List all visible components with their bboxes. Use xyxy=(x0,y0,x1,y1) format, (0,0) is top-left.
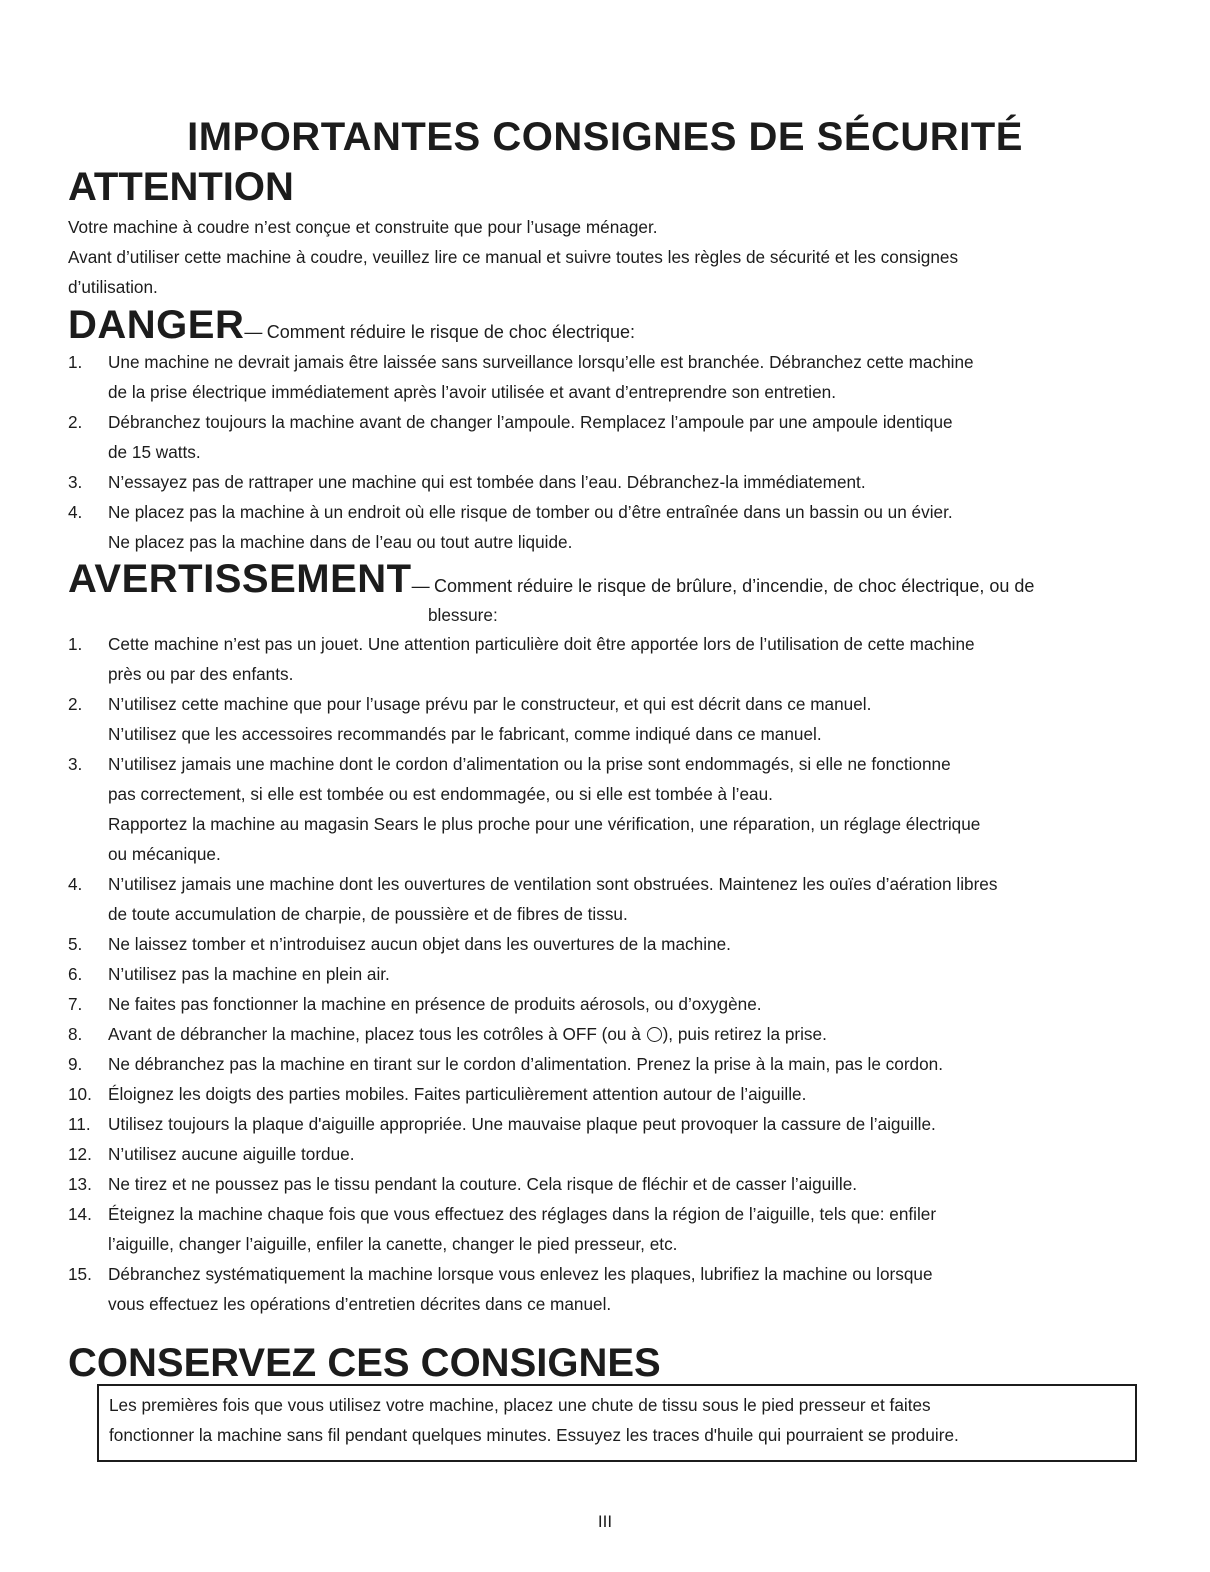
item-number: 12. xyxy=(68,1144,92,1164)
list-item xyxy=(68,1139,1148,1169)
item-number: 8. xyxy=(68,1024,83,1044)
warning-heading: AVERTISSEMENT xyxy=(68,557,412,601)
item-text: pas correctement, si elle est tombée ou est endommagée, ou si elle est tombée à l’eau. xyxy=(108,784,773,804)
danger-list xyxy=(68,347,1148,557)
list-item xyxy=(68,407,1148,467)
item-text: Ne débranchez pas la machine en tirant sur le cordon d’alimentation. Prenez la prise à la main, pas le cordon. xyxy=(108,1054,944,1074)
page-number: III xyxy=(597,1512,613,1531)
list-item xyxy=(68,1079,1148,1109)
list-item xyxy=(68,869,1148,929)
list-item xyxy=(68,1169,1148,1199)
list-item xyxy=(68,959,1148,989)
item-text: N’utilisez jamais une machine dont les ouvertures de ventilation sont obstruées. Maintenez les ouïes d’aération libres xyxy=(108,874,998,894)
item-text: Cette machine n’est pas un jouet. Une attention particulière doit être apportée lors de l’utilisation de cette machine xyxy=(108,634,975,654)
list-item xyxy=(68,1019,1148,1049)
item-text xyxy=(108,1019,1148,1049)
item-text: près ou par des enfants. xyxy=(108,664,294,684)
list-item xyxy=(68,749,1148,869)
danger-dash: — xyxy=(244,322,263,342)
save-heading: CONSERVEZ CES CONSIGNES xyxy=(68,1341,661,1385)
notice-box xyxy=(97,1384,1137,1462)
item-text: Éteignez la machine chaque fois que vous effectuez des réglages dans la région de l’aiguille, tels que: enfiler xyxy=(108,1204,937,1224)
item-text: de 15 watts. xyxy=(108,442,201,462)
warning-dash: — xyxy=(411,576,430,596)
item-text: Débranchez systématiquement la machine lorsque vous enlevez les plaques, lubrifiez la machine ou lorsque xyxy=(108,1264,933,1284)
notice-line-1: Les premières fois que vous utilisez votre machine, placez une chute de tissu sous le pied presseur et faites xyxy=(109,1395,931,1415)
list-item xyxy=(68,467,1148,497)
item-number: 11. xyxy=(68,1114,91,1134)
item-text: Rapportez la machine au magasin Sears le plus proche pour une vérification, une réparation, un réglage électrique xyxy=(108,814,981,834)
danger-subtitle: Comment réduire le risque de choc électrique: xyxy=(266,322,635,342)
warning-list xyxy=(68,629,1148,1319)
item-number: 1. xyxy=(68,352,83,372)
list-item xyxy=(68,1199,1148,1259)
item-number: 3. xyxy=(68,472,83,492)
list-item xyxy=(68,497,1148,557)
item-text: l’aiguille, changer l’aiguille, enfiler la canette, changer le pied presseur, etc. xyxy=(108,1234,678,1254)
item-number: 5. xyxy=(68,934,83,954)
item-text: N’utilisez aucune aiguille tordue. xyxy=(108,1144,355,1164)
list-item xyxy=(68,1109,1148,1139)
notice-line-2: fonctionner la machine sans fil pendant quelques minutes. Essuyez les traces d'huile qui pourraient se produire. xyxy=(109,1425,959,1445)
item-text: Ne faites pas fonctionner la machine en présence de produits aérosols, ou d’oxygène. xyxy=(108,994,762,1014)
item-text: Éloignez les doigts des parties mobiles. Faites particulièrement attention autour de l’aiguille. xyxy=(108,1084,807,1104)
warning-subtitle: Comment réduire le risque de brûlure, d’incendie, de choc électrique, ou de xyxy=(434,576,1035,596)
item-text: vous effectuez les opérations d’entretien décrites dans ce manuel. xyxy=(108,1294,612,1314)
list-item xyxy=(68,1049,1148,1079)
item-text: N’utilisez jamais une machine dont le cordon d’alimentation ou la prise sont endommagés, si elle ne fonctionne xyxy=(108,754,951,774)
item-number: 2. xyxy=(68,412,83,432)
off-circle-icon xyxy=(647,1027,662,1042)
item-text: de la prise électrique immédiatement après l’avoir utilisée et avant d’entreprendre son entretien. xyxy=(108,382,837,402)
item-text: Débranchez toujours la machine avant de changer l’ampoule. Remplacez l’ampoule par une ampoule identique xyxy=(108,412,953,432)
list-item xyxy=(68,347,1148,407)
item-number: 1. xyxy=(68,634,83,654)
item-number: 6. xyxy=(68,964,83,984)
danger-heading-row xyxy=(68,302,635,348)
item-number: 2. xyxy=(68,694,83,714)
item-number: 14. xyxy=(68,1204,92,1224)
danger-heading: DANGER xyxy=(68,303,245,347)
warning-subtitle-continued: blessure: xyxy=(428,605,498,625)
item-number: 10. xyxy=(68,1084,92,1104)
list-item xyxy=(68,629,1148,689)
list-item xyxy=(68,1259,1148,1319)
attention-line-3: d’utilisation. xyxy=(68,277,158,297)
item-text: Ne tirez et ne poussez pas le tissu pendant la couture. Cela risque de fléchir et de casser l’aiguille. xyxy=(108,1174,858,1194)
item-text: Ne placez pas la machine dans de l’eau ou tout autre liquide. xyxy=(108,532,573,552)
attention-line-2: Avant d’utiliser cette machine à coudre, veuillez lire ce manual et suivre toutes les règles de sécurité et les consignes xyxy=(68,247,959,267)
item-number: 13. xyxy=(68,1174,92,1194)
attention-paragraph xyxy=(68,212,1128,302)
warning-heading-row xyxy=(68,556,1034,602)
list-item xyxy=(68,689,1148,749)
item-number: 4. xyxy=(68,874,83,894)
item-number: 9. xyxy=(68,1054,83,1074)
page-title: IMPORTANTES CONSIGNES DE SÉCURITÉ xyxy=(187,115,1023,159)
item-number: 15. xyxy=(68,1264,92,1284)
list-item xyxy=(68,929,1148,959)
item-text: de toute accumulation de charpie, de poussière et de fibres de tissu. xyxy=(108,904,628,924)
item-number: 7. xyxy=(68,994,83,1014)
item-text: Utilisez toujours la plaque d'aiguille appropriée. Une mauvaise plaque peut provoquer la cassure de l’aiguille. xyxy=(108,1114,936,1134)
item-text: ou mécanique. xyxy=(108,844,221,864)
item-text: Ne laissez tomber et n’introduisez aucun objet dans les ouvertures de la machine. xyxy=(108,934,731,954)
item-text: Ne placez pas la machine à un endroit où elle risque de tomber ou d’être entraînée dans un bassin ou un évier. xyxy=(108,502,953,522)
item-text: N’utilisez cette machine que pour l’usage prévu par le constructeur, et qui est décrit dans ce manuel. xyxy=(108,694,872,714)
attention-heading: ATTENTION xyxy=(68,165,294,209)
item-number: 4. xyxy=(68,502,83,522)
item-number: 3. xyxy=(68,754,83,774)
item-text-part: Avant de débrancher la machine, placez tous les cotrôles à OFF (ou à xyxy=(108,1024,641,1044)
attention-line-1: Votre machine à coudre n’est conçue et construite que pour l’usage ménager. xyxy=(68,217,658,237)
item-text: N’essayez pas de rattraper une machine qui est tombée dans l’eau. Débranchez-la immédiatement. xyxy=(108,472,866,492)
item-text: N’utilisez pas la machine en plein air. xyxy=(108,964,390,984)
item-text: N’utilisez que les accessoires recommandés par le fabricant, comme indiqué dans ce manuel. xyxy=(108,724,822,744)
list-item xyxy=(68,989,1148,1019)
item-text: Une machine ne devrait jamais être laissée sans surveillance lorsqu’elle est branchée. Débranchez cette machine xyxy=(108,352,974,372)
item-text-part: ), puis retirez la prise. xyxy=(662,1024,827,1044)
